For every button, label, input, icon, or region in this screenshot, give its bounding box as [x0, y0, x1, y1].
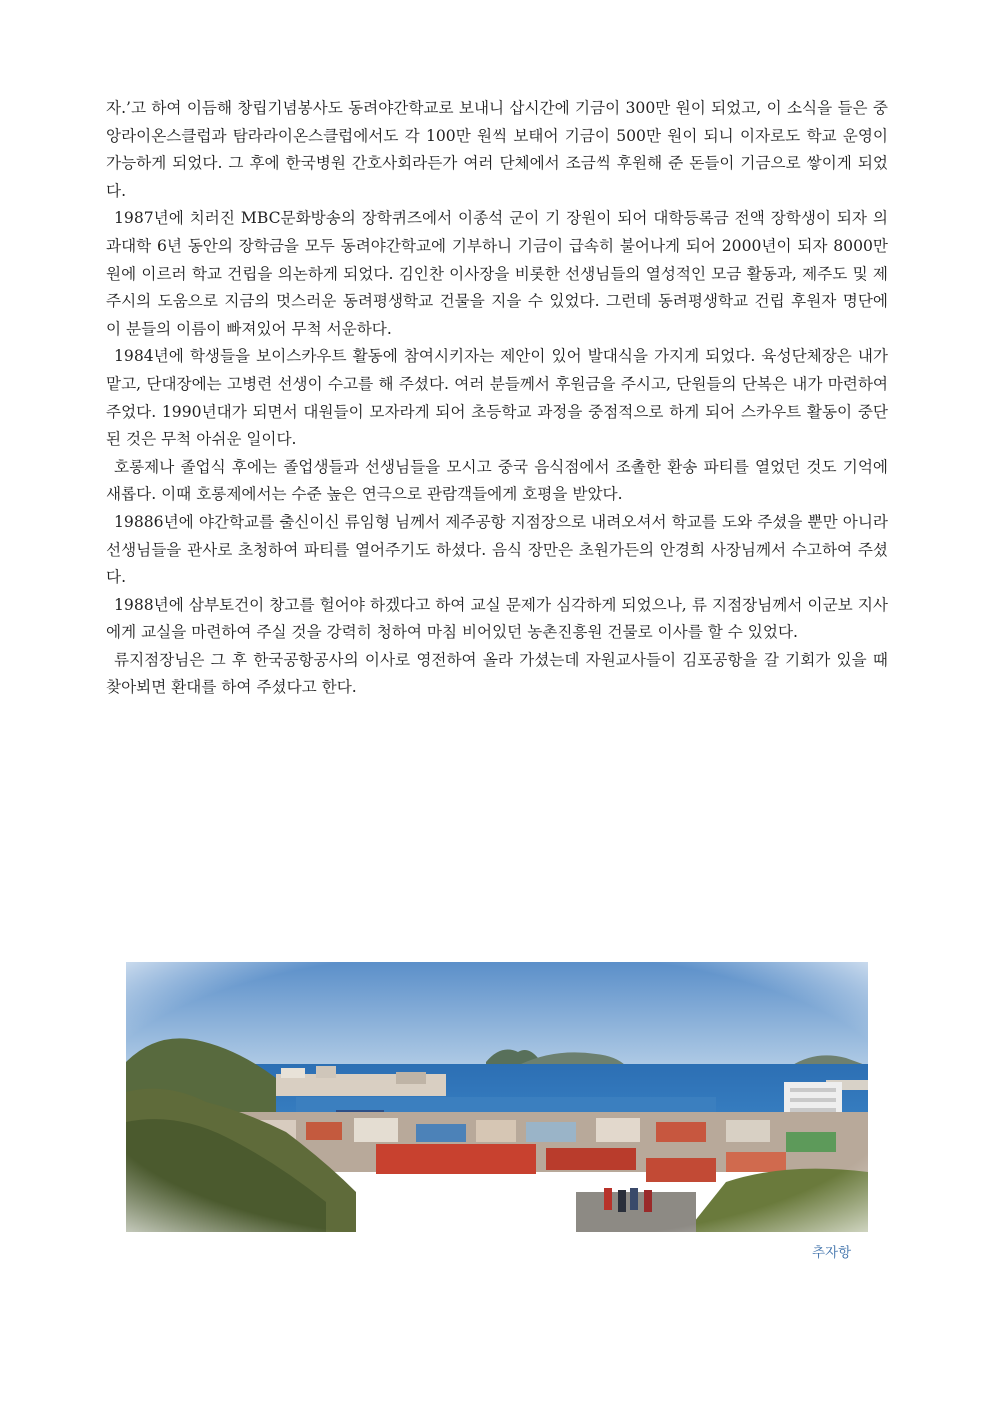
paragraph-5: 19886년에 야간학교를 출신이신 류임형 님께서 제주공항 지점장으로 내려오셔서 학교를 도와 주셨을 뿐만 아니라 선생님들을 관사로 초청하여 파티를 열어주기도 하셨다. 음식 장만은 초원가든의 안경희 사장님께서 수고하여 주셨다. [106, 512, 888, 587]
paragraph-1: 자.’고 하여 이듬해 창립기념봉사도 동려야간학교로 보내니 삽시간에 기금이 300만 원이 되었고, 이 소식을 들은 중앙라이온스클럽과 탐라라이온스클럽에서도 각 100만 원씩 보태어 기금이 500만 원이 되니 이자로도 학교 운영이 가능하게 되었다. 그 후에 한국병원 간호사회라든가 여러 단체에서 조금씩 후원해 준 돈들이 기금으로 쌓이게 되었다. [106, 99, 888, 200]
paragraph-4: 호롱제나 졸업식 후에는 졸업생들과 선생님들을 모시고 중국 음식점에서 조촐한 환송 파티를 열었던 것도 기억에 새롭다. 이때 호롱제에서는 수준 높은 연극으로 관람객들에게 호평을 받았다. [106, 457, 888, 504]
harbor-landscape-illustration [126, 962, 868, 1232]
photo-caption: 추자항 [812, 1245, 852, 1261]
paragraph-3: 1984년에 학생들을 보이스카우트 활동에 참여시키자는 제안이 있어 발대식을 가지게 되었다. 육성단체장은 내가 맡고, 단대장에는 고병련 선생이 수고를 해 주셨다. 여러 분들께서 후원금을 주시고, 단원들의 단복은 내가 마련하여 주었다. 1990년대가 되면서 대원들이 모자라게 되어 초등학교 과정을 중점적으로 하게 되어 스카우트 활동이 중단 된 것은 무척 아쉬운 일이다. [106, 347, 888, 449]
paragraph-2: 1987년에 치러진 MBC문화방송의 장학퀴즈에서 이종석 군이 기 장원이 되어 대학등록금 전액 장학생이 되자 의과대학 6년 동안의 장학금을 모두 동려야간학교에 기부하니 기금이 급속히 불어나게 되어 2000년이 되자 8000만 원에 이르러 학교 건립을 의논하게 되었다. 김인찬 이사장을 비롯한 선생님들의 열성적인 모금 활동과, 제주도 및 제주시의 도움으로 지금의 멋스러운 동려평생학교 건물을 지을 수 있었다. 그런데 동려평생학교 건립 후원자 명단에 이 분들의 이름이 빠져있어 무척 서운하다. [106, 209, 888, 338]
body-text [106, 95, 888, 702]
harbor-photo [126, 962, 868, 1232]
paragraph-7: 류지점장님은 그 후 한국공항공사의 이사로 영전하여 올라 가셨는데 자원교사들이 김포공항을 갈 기회가 있을 때 찾아뵈면 환대를 하여 주셨다고 한다. [106, 650, 888, 697]
paragraph-6: 1988년에 삼부토건이 창고를 헐어야 하겠다고 하여 교실 문제가 심각하게 되었으나, 류 지점장님께서 이군보 지사에게 교실을 마련하여 주실 것을 강력히 청하여 마침 비어있던 농촌진흥원 건물로 이사를 할 수 있었다. [106, 595, 888, 642]
